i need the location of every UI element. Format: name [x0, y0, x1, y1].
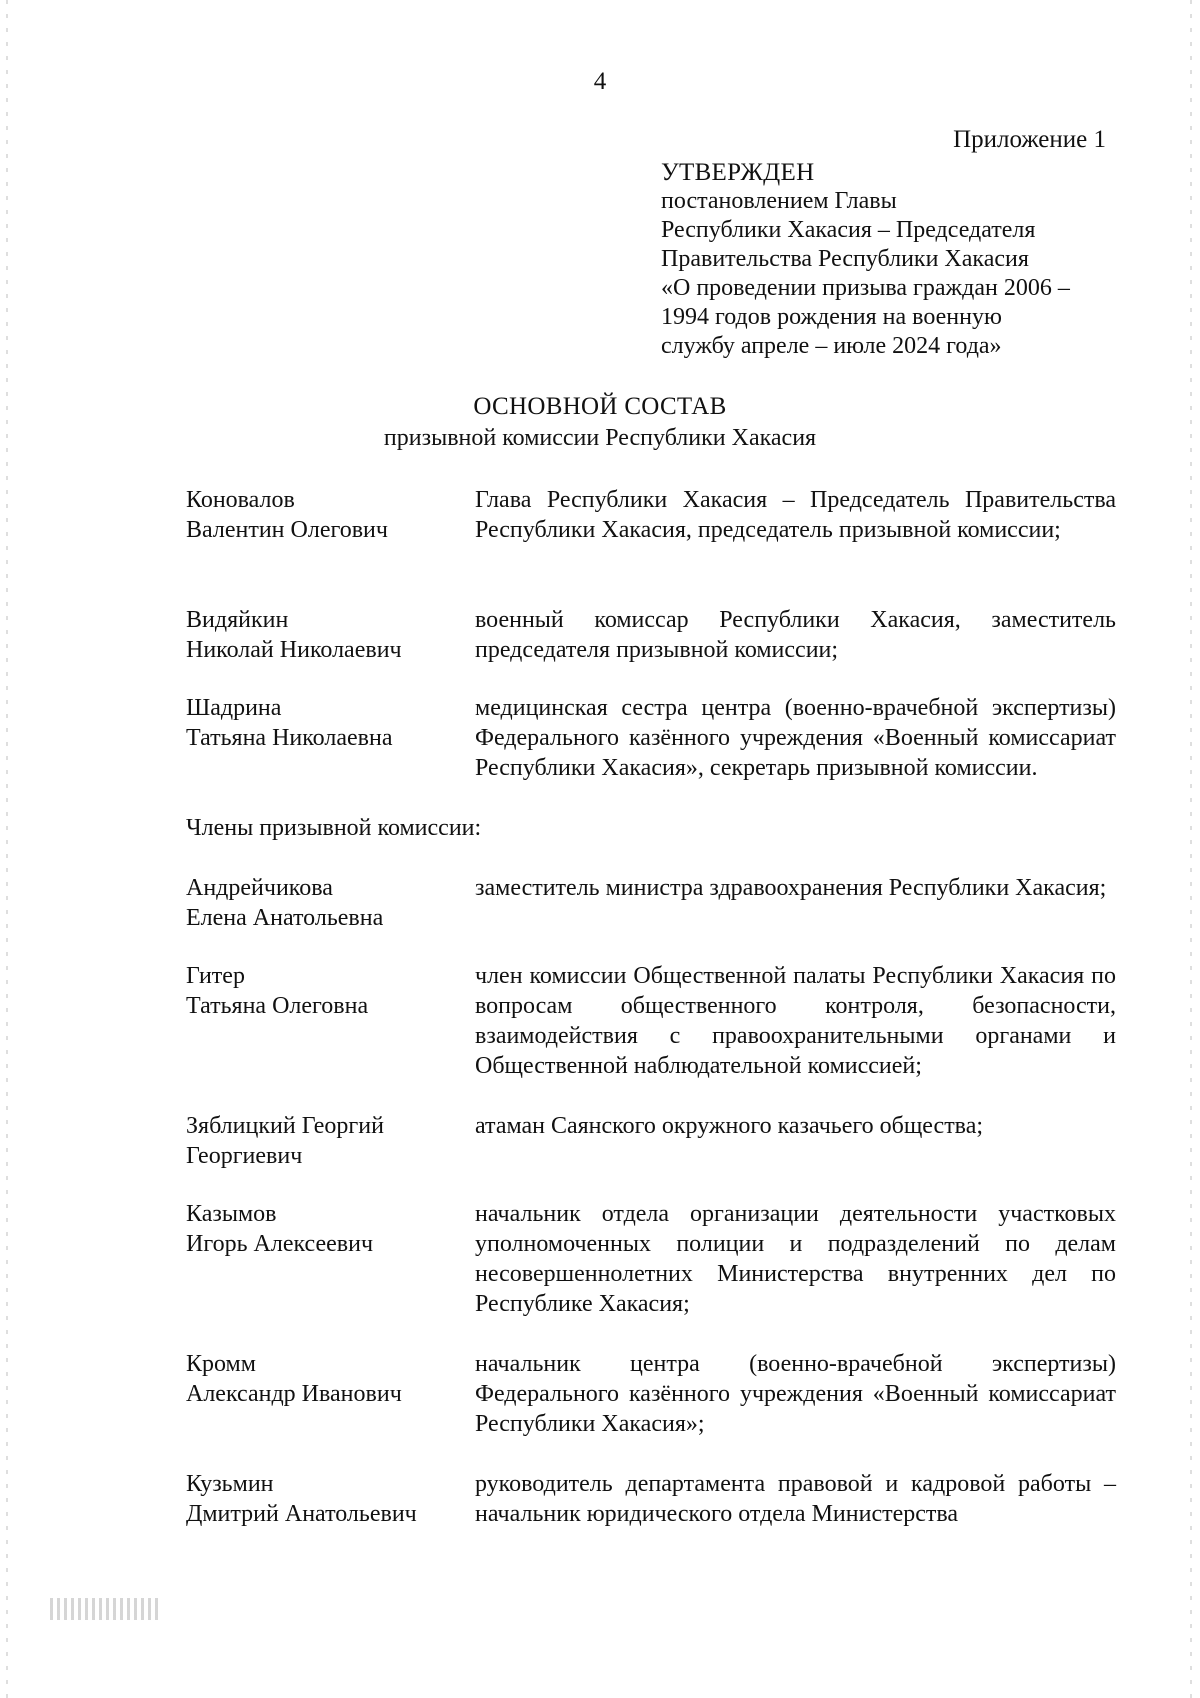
member-surname: Казымов: [186, 1201, 277, 1227]
document-subtitle: призывной комиссии Республики Хакасия: [383, 425, 817, 451]
member-role: военный комиссар Республики Хакасия, заместитель председателя призывной комиссии;: [475, 607, 1116, 663]
member-role: начальник отдела организации деятельности участковых уполномоченных полиции и подразделений по делам несовершеннолетних Министерства внутренних дел по Республике Хакасия;: [475, 1201, 1116, 1317]
member-name: [186, 1349, 475, 1439]
commission-list: [186, 485, 1116, 1529]
member-given-name: Елена Анатольевна: [186, 905, 384, 931]
member-row: [186, 1349, 1116, 1439]
members-section-label: Члены призывной комиссии:: [186, 815, 482, 841]
member-given-name: Николай Николаевич: [186, 637, 402, 663]
member-surname: Шадрина: [186, 695, 282, 721]
member-role: заместитель министра здравоохранения Республики Хакасия;: [475, 875, 1107, 901]
member-given-name: Татьяна Олеговна: [186, 993, 369, 1019]
member-role: начальник центра (военно-врачебной экспертизы) Федерального казённого учреждения «Военный комиссариат Республики Хакасия»;: [475, 1351, 1116, 1437]
document-title: ОСНОВНОЙ СОСТАВ: [473, 393, 727, 420]
member-name: [186, 605, 475, 665]
member-name: [186, 961, 475, 1081]
member-name: [186, 1199, 475, 1319]
member-given-name: Татьяна Николаевна: [186, 725, 393, 751]
approval-line: постановлением Главы: [661, 188, 897, 214]
approval-line: 1994 годов рождения на военную: [661, 304, 1002, 330]
member-row: [186, 1199, 1116, 1319]
member-surname: Кромм: [186, 1351, 256, 1377]
member-role: член комиссии Общественной палаты Республики Хакасия по вопросам общественного контроля, безопасности, взаимодействия с правоохранительными органами и Общественной наблюдательной комиссией;: [475, 963, 1116, 1079]
member-given-name: Георгиевич: [186, 1143, 303, 1169]
member-surname: Коновалов: [186, 487, 295, 513]
member-row: [186, 605, 1116, 665]
member-given-name: Александр Иванович: [186, 1381, 402, 1407]
member-surname: Кузьмин: [186, 1471, 274, 1497]
member-name: [186, 693, 475, 783]
member-role: атаман Саянского окружного казачьего общества;: [475, 1113, 984, 1139]
member-name: [186, 1469, 475, 1529]
member-surname: Андрейчикова: [186, 875, 333, 901]
approval-line: службу апреле – июле 2024 года»: [661, 333, 1002, 359]
member-row: [186, 1111, 1116, 1171]
member-surname: Видяйкин: [186, 607, 289, 633]
member-row: [186, 961, 1116, 1081]
member-role: медицинская сестра центра (военно-врачебной экспертизы) Федерального казённого учреждения «Военный комиссариат Республики Хакасия», секретарь призывной комиссии.: [475, 695, 1116, 781]
member-row: [186, 485, 1116, 545]
faint-stamp-mark: [50, 1598, 160, 1620]
approval-block: [661, 158, 1101, 361]
member-surname: Гитер: [186, 963, 245, 989]
approved-word: УТВЕРЖДЕН: [661, 159, 815, 186]
member-row: [186, 693, 1116, 783]
member-given-name: Игорь Алексеевич: [186, 1231, 374, 1257]
member-role: Глава Республики Хакасия – Председатель Правительства Республики Хакасия, председатель призывной комиссии;: [475, 487, 1116, 543]
approval-line: Республики Хакасия – Председателя: [661, 217, 1036, 243]
member-row: [186, 1469, 1116, 1529]
scan-edge-left: [6, 0, 8, 1698]
member-given-name: Валентин Олегович: [186, 517, 388, 543]
scan-edge-right: [1190, 0, 1192, 1698]
approval-line: Правительства Республики Хакасия: [661, 246, 1029, 272]
approval-line: «О проведении призыва граждан 2006 –: [661, 275, 1070, 301]
member-name: [186, 1111, 475, 1171]
member-name: [186, 485, 475, 545]
member-row: [186, 873, 1116, 933]
member-name: [186, 873, 475, 933]
member-given-name: Дмитрий Анатольевич: [186, 1501, 417, 1527]
page-number: 4: [593, 68, 607, 95]
member-surname: Зяблицкий Георгий: [186, 1113, 384, 1139]
appendix-label: Приложение 1: [953, 126, 1106, 153]
member-role: руководитель департамента правовой и кадровой работы – начальник юридического отдела Министерства: [475, 1471, 1116, 1527]
